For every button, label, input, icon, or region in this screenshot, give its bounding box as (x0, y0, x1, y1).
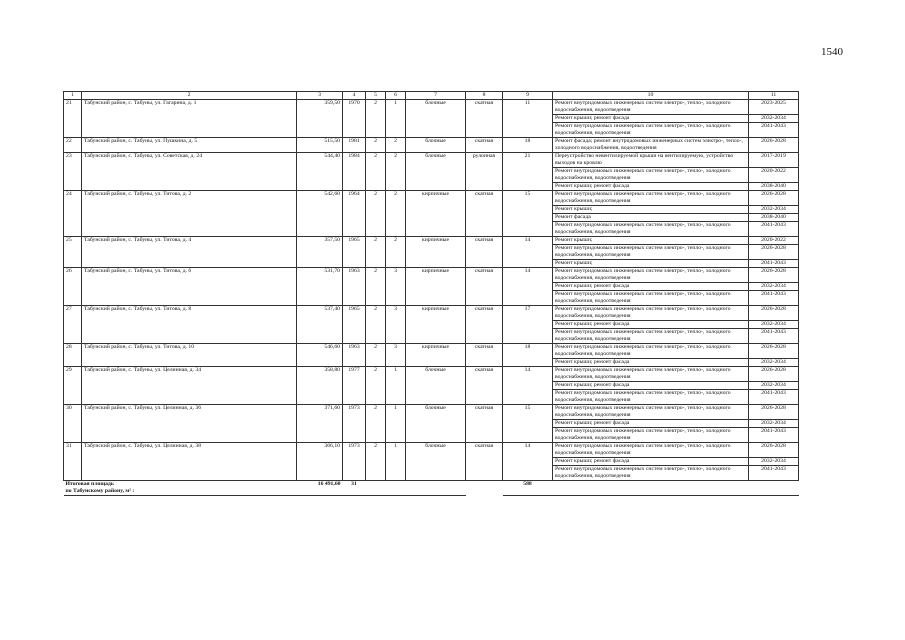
wall-material-cell: блочные (406, 138, 466, 153)
work-period-cell: 2032-2034 (749, 420, 799, 428)
year-cell: 1965 (343, 237, 366, 268)
roof-type-cell: скатная (466, 443, 503, 481)
residents-cell: 15 (503, 191, 553, 237)
address-cell: Табунский район, с. Табуны, ул. Гагарина, д. 1 (82, 100, 297, 138)
work-period-cell: 2026-2028 (749, 138, 799, 153)
entrances-cell: 1 (386, 100, 406, 138)
work-period-cell: 2041-2043 (749, 123, 799, 138)
work-period-cell: 2032-2034 (749, 115, 799, 123)
work-period-cell: 2032-2034 (749, 206, 799, 214)
year-cell: 1977 (343, 367, 366, 405)
year-cell: 1984 (343, 153, 366, 191)
total-residents: 588 (503, 481, 553, 496)
column-header: 11 (749, 92, 799, 100)
address-cell: Табунский район, с. Табуны, ул. Титова, д. 6 (82, 268, 297, 306)
area-cell: 546,60 (297, 344, 343, 367)
floors-cell: 2 (366, 191, 386, 237)
column-header: 1 (64, 92, 82, 100)
entrances-cell: 2 (386, 138, 406, 153)
address-cell: Табунский район, с. Табуны, ул. Титова, д. 2 (82, 191, 297, 237)
floors-cell: 2 (366, 153, 386, 191)
row-number: 29 (64, 367, 82, 405)
area-cell: 542,60 (297, 191, 343, 237)
row-number: 21 (64, 100, 82, 138)
row-number: 28 (64, 344, 82, 367)
roof-type-cell: скатная (466, 191, 503, 237)
year-cell: 1964 (343, 191, 366, 237)
residents-cell: 14 (503, 268, 553, 306)
floors-cell: 2 (366, 405, 386, 443)
floors-cell: 2 (366, 443, 386, 481)
row-number: 30 (64, 405, 82, 443)
wall-material-cell: кирпичные (406, 268, 466, 306)
table-row (64, 405, 799, 420)
work-period-cell: 2026-2028 (749, 367, 799, 382)
work-description-cell: Ремонт крыши; ремонт фасада (553, 359, 749, 367)
residents-cell: 18 (503, 344, 553, 367)
work-description-cell: Ремонт внутридомовых инженерных систем электро-, тепло-, холодного водоснабжения, водоотведения (553, 367, 749, 382)
work-description-cell: Ремонт крыши; ремонт фасада (553, 283, 749, 291)
work-description-cell: Ремонт внутридомовых инженерных систем электро-, тепло-, холодного водоснабжения, водоотведения (553, 222, 749, 237)
table-body (64, 100, 799, 481)
page-number: 1540 (821, 46, 843, 58)
year-cell: 1973 (343, 405, 366, 443)
work-description-cell: Ремонт крыши; (553, 260, 749, 268)
roof-type-cell: скатная (466, 405, 503, 443)
total-count: 31 (343, 481, 366, 496)
column-header: 3 (297, 92, 343, 100)
work-description-cell: Ремонт крыши; ремонт фасада (553, 321, 749, 329)
column-header: 4 (343, 92, 366, 100)
work-period-cell: 2032-2034 (749, 321, 799, 329)
work-period-cell: 2026-2028 (749, 191, 799, 206)
roof-type-cell: скатная (466, 344, 503, 367)
wall-material-cell: блочные (406, 153, 466, 191)
work-description-cell: Ремонт внутридомовых инженерных систем электро-, тепло-, холодного водоснабжения, водоотведения (553, 100, 749, 115)
work-description-cell: Ремонт крыши; ремонт фасада (553, 382, 749, 390)
entrances-cell: 2 (386, 153, 406, 191)
work-period-cell: 2020-2022 (749, 237, 799, 245)
work-period-cell: 2026-2028 (749, 245, 799, 260)
row-number: 27 (64, 306, 82, 344)
address-cell: Табунский район, с. Табуны, ул. Пушкина, д. 5 (82, 138, 297, 153)
work-description-cell: Ремонт внутридомовых инженерных систем электро-, тепло-, холодного водоснабжения, водоотведения (553, 466, 749, 481)
floors-cell: 2 (366, 268, 386, 306)
row-number: 22 (64, 138, 82, 153)
roof-type-cell: скатная (466, 237, 503, 268)
roof-type-cell: скатная (466, 306, 503, 344)
work-description-cell: Ремонт внутридомовых инженерных систем электро-, тепло-, холодного водоснабжения, водоотведения (553, 191, 749, 206)
area-cell: 366,10 (297, 443, 343, 481)
work-period-cell: 2032-2034 (749, 359, 799, 367)
table-row (64, 138, 799, 153)
year-cell: 1965 (343, 306, 366, 344)
work-description-cell: Ремонт внутридомовых инженерных систем электро-, тепло-, холодного водоснабжения, водоотведения (553, 268, 749, 283)
entrances-cell: 2 (386, 237, 406, 268)
work-description-cell: Ремонт крыши; ремонт фасада (553, 183, 749, 191)
work-period-cell: 2023-2025 (749, 100, 799, 115)
floors-cell: 2 (366, 237, 386, 268)
area-cell: 358,80 (297, 367, 343, 405)
floors-cell: 2 (366, 138, 386, 153)
column-header: 8 (466, 92, 503, 100)
table-row (64, 367, 799, 382)
roof-type-cell: скатная (466, 367, 503, 405)
work-period-cell: 2041-2043 (749, 390, 799, 405)
work-description-cell: Ремонт внутридомовых инженерных систем электро-, тепло-, холодного водоснабжения, водоотведения (553, 443, 749, 458)
address-cell: Табунский район, с. Табуны, ул. Титова, д. 4 (82, 237, 297, 268)
work-period-cell: 2017-2019 (749, 153, 799, 168)
column-header: 6 (386, 92, 406, 100)
residents-cell: 11 (503, 100, 553, 138)
work-description-cell: Ремонт внутридомовых инженерных систем электро-, тепло-, холодного водоснабжения, водоотведения (553, 344, 749, 359)
residents-cell: 15 (503, 405, 553, 443)
area-cell: 531,70 (297, 268, 343, 306)
entrances-cell: 3 (386, 344, 406, 367)
total-label-line1: Итоговая площадь (65, 481, 114, 487)
entrances-cell: 3 (386, 306, 406, 344)
residents-cell: 18 (503, 138, 553, 153)
floors-cell: 2 (366, 100, 386, 138)
roof-type-cell: скатная (466, 100, 503, 138)
work-description-cell: Ремонт внутридомовых инженерных систем электро-, тепло-, холодного водоснабжения, водоотведения (553, 123, 749, 138)
entrances-cell: 2 (386, 191, 406, 237)
year-cell: 1963 (343, 268, 366, 306)
work-description-cell: Ремонт внутридомовых инженерных систем электро-, тепло-, холодного водоснабжения, водоотведения (553, 245, 749, 260)
work-period-cell: 2041-2043 (749, 291, 799, 306)
row-number: 25 (64, 237, 82, 268)
table-row (64, 443, 799, 458)
wall-material-cell: блочные (406, 367, 466, 405)
work-description-cell: Ремонт внутридомовых инженерных систем электро-, тепло-, холодного водоснабжения, водоотведения (553, 329, 749, 344)
column-header: 10 (553, 92, 749, 100)
residents-cell: 14 (503, 367, 553, 405)
table-row (64, 268, 799, 283)
entrances-cell: 1 (386, 367, 406, 405)
address-cell: Табунский район, с. Табуны, ул. Советская, д. 24 (82, 153, 297, 191)
area-cell: 371,60 (297, 405, 343, 443)
total-row (64, 481, 799, 496)
table-row (64, 306, 799, 321)
total-label-line2: по Табунскому району, м² : (65, 488, 135, 494)
work-period-cell: 2032-2034 (749, 382, 799, 390)
area-cell: 537,40 (297, 306, 343, 344)
residents-cell: 14 (503, 443, 553, 481)
wall-material-cell: кирпичные (406, 191, 466, 237)
entrances-cell: 1 (386, 443, 406, 481)
roof-type-cell: скатная (466, 268, 503, 306)
row-number: 31 (64, 443, 82, 481)
year-cell: 1963 (343, 344, 366, 367)
wall-material-cell: блочные (406, 100, 466, 138)
roof-type-cell: рулонная (466, 153, 503, 191)
entrances-cell: 3 (386, 268, 406, 306)
residents-cell: 17 (503, 306, 553, 344)
row-number: 26 (64, 268, 82, 306)
work-period-cell: 2041-2043 (749, 466, 799, 481)
work-period-cell: 2032-2034 (749, 458, 799, 466)
table-row (64, 344, 799, 359)
year-cell: 1973 (343, 443, 366, 481)
area-cell: 359,50 (297, 100, 343, 138)
address-cell: Табунский район, с. Табуны, ул. Титова, д. 10 (82, 344, 297, 367)
total-area: 16 491,60 (297, 481, 343, 496)
work-description-cell: Ремонт внутридомовых инженерных систем электро-, тепло-, холодного водоснабжения, водоотведения (553, 405, 749, 420)
work-period-cell: 2041-2043 (749, 222, 799, 237)
table-row (64, 191, 799, 206)
column-header: 5 (366, 92, 386, 100)
floors-cell: 2 (366, 344, 386, 367)
work-description-cell: Ремонт внутридомовых инженерных систем электро-, тепло-, холодного водоснабжения, водоотведения (553, 390, 749, 405)
column-number-row (64, 92, 799, 100)
row-number: 23 (64, 153, 82, 191)
wall-material-cell: блочные (406, 405, 466, 443)
wall-material-cell: кирпичные (406, 344, 466, 367)
roof-type-cell: скатная (466, 138, 503, 153)
work-period-cell: 2038-2040 (749, 214, 799, 222)
work-description-cell: Переустройство невентилируемой крыши на вентилируемую, устройство выходов на кровлю (553, 153, 749, 168)
work-description-cell: Ремонт крыши; (553, 237, 749, 245)
residents-cell: 21 (503, 153, 553, 191)
work-description-cell: Ремонт крыши; ремонт фасада (553, 115, 749, 123)
work-description-cell: Ремонт крыши; ремонт фасада (553, 458, 749, 466)
work-description-cell: Ремонт крыши; ремонт фасада (553, 420, 749, 428)
floors-cell: 2 (366, 306, 386, 344)
work-period-cell: 2026-2028 (749, 306, 799, 321)
work-period-cell: 2026-2028 (749, 405, 799, 420)
work-period-cell: 2041-2043 (749, 329, 799, 344)
work-period-cell: 2038-2040 (749, 183, 799, 191)
table-row (64, 100, 799, 115)
work-description-cell: Ремонт фасада; ремонт внутридомовых инженерных систем электро-, тепло-, холодного водоснабжения, водоотведения (553, 138, 749, 153)
row-number: 24 (64, 191, 82, 237)
entrances-cell: 1 (386, 405, 406, 443)
area-cell: 357,50 (297, 237, 343, 268)
work-description-cell: Ремонт фасада (553, 214, 749, 222)
work-description-cell: Ремонт внутридомовых инженерных систем электро-, тепло-, холодного водоснабжения, водоотведения (553, 306, 749, 321)
housing-repair-table (63, 91, 799, 496)
work-description-cell: Ремонт внутридомовых инженерных систем электро-, тепло-, холодного водоснабжения, водоотведения (553, 291, 749, 306)
address-cell: Табунский район, с. Табуны, ул. Титова, д. 8 (82, 306, 297, 344)
column-header: 7 (406, 92, 466, 100)
table-row (64, 153, 799, 168)
work-period-cell: 2032-2034 (749, 283, 799, 291)
area-cell: 544,40 (297, 153, 343, 191)
year-cell: 1970 (343, 100, 366, 138)
year-cell: 1981 (343, 138, 366, 153)
work-description-cell: Ремонт внутридомовых инженерных систем электро-, тепло-, холодного водоснабжения, водоотведения (553, 428, 749, 443)
residents-cell: 14 (503, 237, 553, 268)
work-period-cell: 2026-2028 (749, 443, 799, 458)
wall-material-cell: кирпичные (406, 306, 466, 344)
wall-material-cell: кирпичные (406, 237, 466, 268)
work-description-cell: Ремонт крыши; (553, 206, 749, 214)
work-period-cell: 2026-2028 (749, 344, 799, 359)
column-header: 9 (503, 92, 553, 100)
address-cell: Табунский район, с. Табуны, ул. Целинная, д. 36 (82, 405, 297, 443)
total-label (64, 481, 297, 496)
work-period-cell: 2041-2043 (749, 260, 799, 268)
work-description-cell: Ремонт внутридомовых инженерных систем электро-, тепло-, холодного водоснабжения, водоотведения (553, 168, 749, 183)
floors-cell: 2 (366, 367, 386, 405)
area-cell: 515,50 (297, 138, 343, 153)
work-period-cell: 2041-2043 (749, 428, 799, 443)
wall-material-cell: блочные (406, 443, 466, 481)
work-period-cell: 2026-2028 (749, 268, 799, 283)
table-row (64, 237, 799, 245)
address-cell: Табунский район, с. Табуны, ул. Целинная, д. 34 (82, 367, 297, 405)
work-period-cell: 2020-2022 (749, 168, 799, 183)
address-cell: Табунский район, с. Табуны, ул. Целинная, д. 38 (82, 443, 297, 481)
column-header: 2 (82, 92, 297, 100)
